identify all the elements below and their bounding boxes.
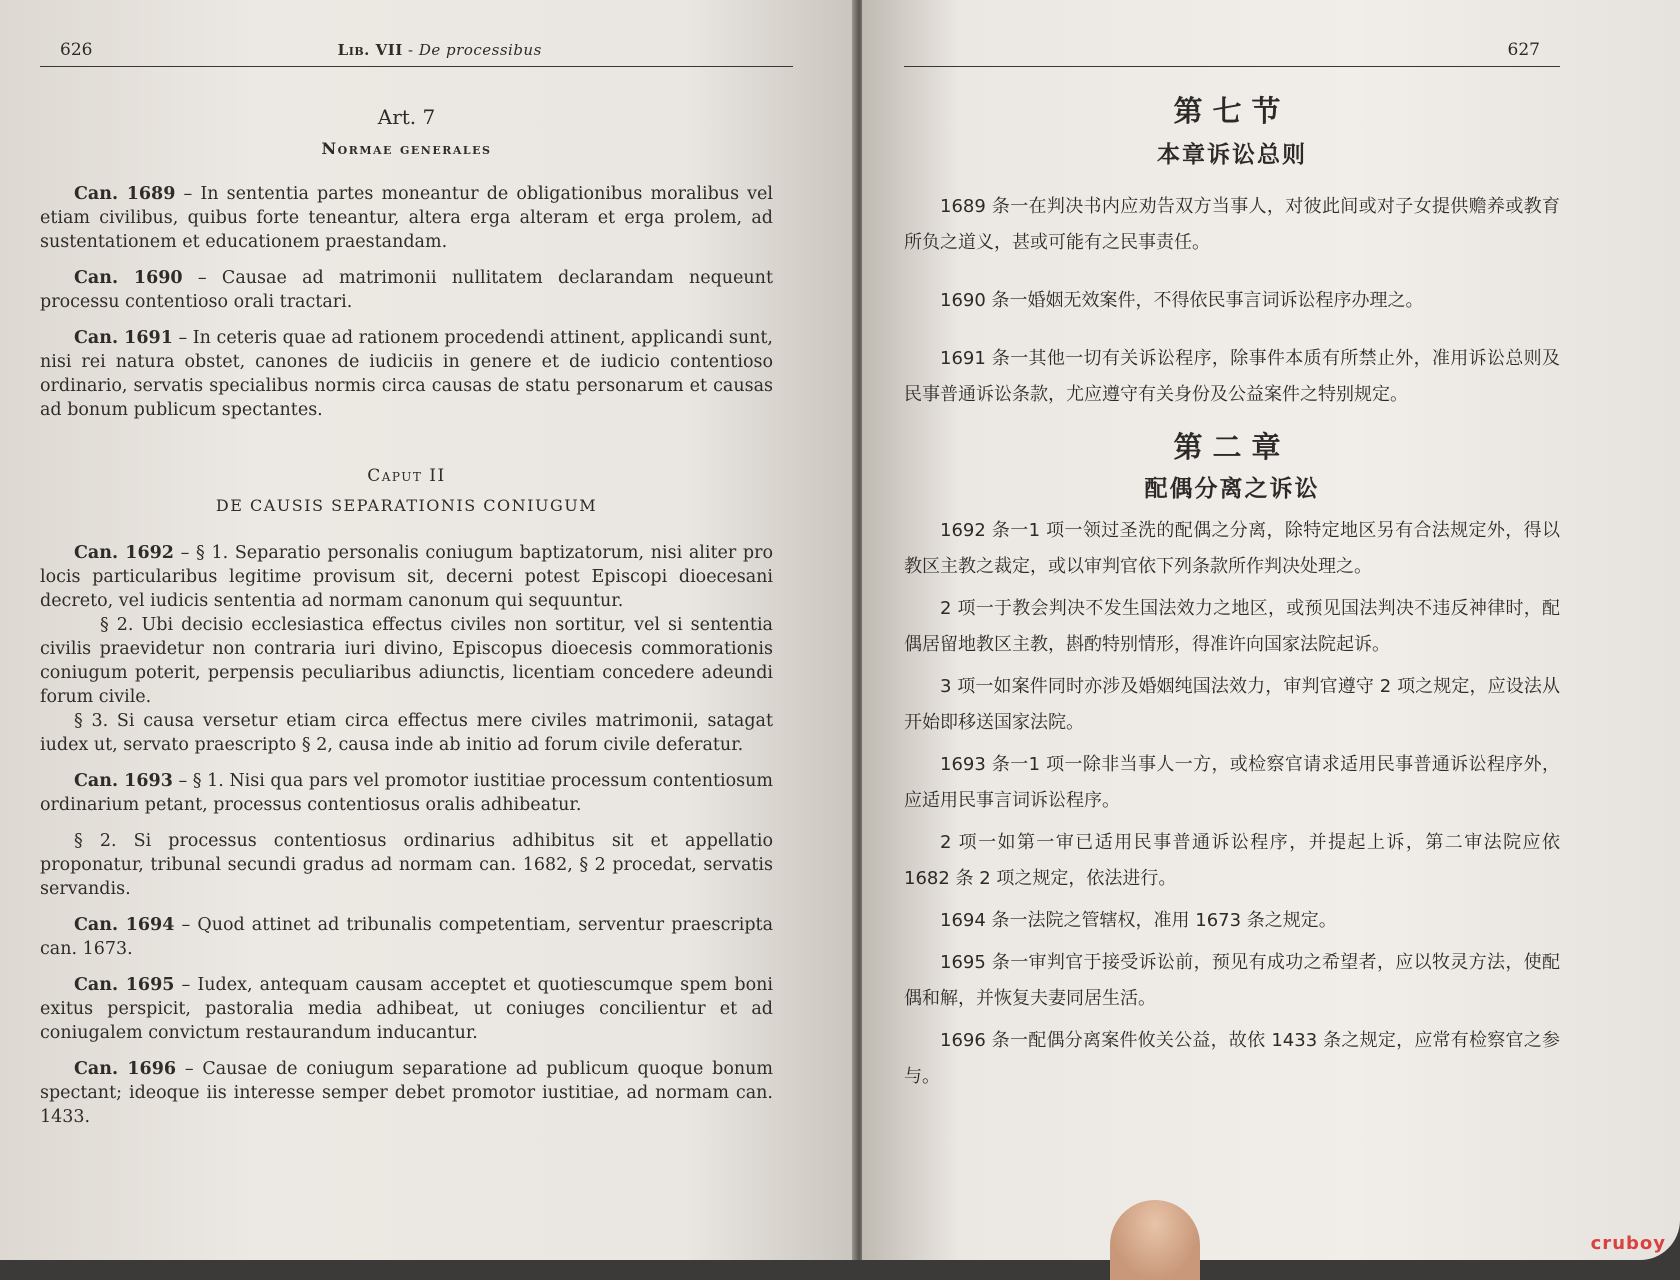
canon-text: – In ceteris quae ad rationem procedendi attinent, applicandi sunt, nisi rei natura obstet, canones de iudiciis in genere et de iudicio contentioso ordinario, servatis specialibus normis circa causas de statu personarum et causas ad bonum publicum spectantes. bbox=[40, 328, 773, 420]
cn-para-1692-2: 2 项一于教会判决不发生国法效力之地区，或预见国法判决不违反神律时，配偶居留地教区主教，斟酌特别情形，得准许向国家法院起诉。 bbox=[904, 598, 1560, 655]
chinese-paragraphs-b bbox=[904, 513, 1560, 1095]
canon-1692-p3: § 3. Si causa versetur etiam circa effectus mere civiles matrimonii, satagat iudex ut, servato praescripto § 2, causa inde ab initio ad forum civile deferatur. bbox=[40, 711, 773, 755]
art-subheading: Normae generales bbox=[321, 139, 492, 158]
canons-group-b bbox=[40, 541, 773, 1129]
left-running-head bbox=[338, 41, 542, 59]
cn-para-1695: 1695 条一审判官于接受诉讼前，预见有成功之希望者，应以牧灵方法，使配偶和解，并恢复夫妻同居生活。 bbox=[904, 952, 1560, 1009]
canon-text: – In sententia partes moneantur de obligationibus moralibus vel etiam civilibus, quibus forte teneantur, altera erga alteram et erga prolem, ad sustentationem et educationem praestandam. bbox=[40, 184, 773, 252]
chinese-paragraphs-a bbox=[904, 189, 1560, 413]
canon-label: Can. 1690 bbox=[74, 268, 183, 288]
canon-text: – § 1. Nisi qua pars vel promotor iustitiae processum contentiosum ordinarium petant, processus contentiosus oralis adhibeatur. bbox=[40, 771, 773, 815]
chapter-subtitle: 配偶分离之诉讼 bbox=[1144, 476, 1320, 502]
art-heading: Art. 7 bbox=[377, 105, 436, 129]
left-page-header bbox=[40, 40, 793, 67]
canon-text: – Iudex, antequam causam acceptet et quotiescumque spem boni exitus perspicit, pastoralia media adhibeat, ut coniuges concilientur et ad coniugalem convictum restaurandum inducantur. bbox=[40, 975, 773, 1043]
watermark: cruboy bbox=[1590, 1233, 1666, 1254]
canon-1692-p1 bbox=[40, 541, 773, 613]
cn-para-1693-1: 1693 条一1 项一除非当事人一方，或检察官请求适用民事普通诉讼程序外，应适用民事言词诉讼程序。 bbox=[904, 754, 1560, 811]
cn-para-1689: 1689 条一在判决书内应劝告双方当事人，对彼此间或对子女提供赡养或教育所负之道义，甚或可能有之民事责任。 bbox=[904, 196, 1560, 253]
canon-1693-p2: § 2. Si processus contentiosus ordinarius adhibitus sit et appellatio proponatur, tribunal secundi gradus ad normam can. 1682, § 2 procedat, servatis servandis. bbox=[40, 831, 773, 899]
canon-1693-p1 bbox=[40, 769, 773, 817]
canon-text: – Quod attinet ad tribunalis competentiam, serventur praescripta can. 1673. bbox=[40, 915, 773, 959]
right-page-header bbox=[904, 40, 1560, 67]
caput-subheading: DE CAUSIS SEPARATIONIS CONIUGUM bbox=[215, 496, 598, 515]
cn-para-1691: 1691 条一其他一切有关诉讼程序，除事件本质有所禁止外，准用诉讼总则及民事普通诉讼条款，尤应遵守有关身份及公益案件之特别规定。 bbox=[904, 348, 1560, 405]
cn-para-1692-1: 1692 条一1 项一领过圣洗的配偶之分离，除特定地区另有合法规定外，得以教区主教之裁定，或以审判官依下列条款所作判决处理之。 bbox=[904, 520, 1560, 577]
cn-para-1693-2: 2 项一如第一审已适用民事普通诉讼程序，并提起上诉，第二审法院应依 1682 条 2 项之规定，依法进行。 bbox=[904, 832, 1560, 889]
canon-1689 bbox=[40, 182, 773, 254]
canon-1696 bbox=[40, 1057, 773, 1129]
canon-label: Can. 1692 bbox=[74, 543, 174, 563]
section-subtitle: 本章诉讼总则 bbox=[1157, 142, 1307, 168]
canon-label: Can. 1689 bbox=[74, 184, 176, 204]
canon-label: Can. 1696 bbox=[74, 1059, 177, 1079]
chapter-title: 第二章 bbox=[1173, 430, 1291, 464]
cn-para-1694: 1694 条一法院之管辖权，准用 1673 条之规定。 bbox=[940, 910, 1337, 931]
canon-1692-p2: § 2. Ubi decisio ecclesiastica effectus civiles non sortitur, vel si sententia civilis praevidetur non contraria iuri divino, Episcopus dioecesis commorationis coniugum poterit, perpensis peculiaribus adiunctis, licentiam concedere adeundi forum civile. bbox=[40, 615, 773, 707]
canon-1691 bbox=[40, 326, 773, 422]
canon-text: – Causae de coniugum separatione ad publicum quoque bonum spectant; ideoque iis interesse semper debet promotor iustitiae, ad normam can. 1433. bbox=[40, 1059, 773, 1127]
cn-para-1690: 1690 条一婚姻无效案件，不得依民事言词诉讼程序办理之。 bbox=[940, 290, 1424, 311]
canon-label: Can. 1693 bbox=[74, 771, 173, 791]
caput-heading: Caput II bbox=[367, 466, 446, 486]
canon-label: Can. 1694 bbox=[74, 915, 175, 935]
left-page-number: 626 bbox=[60, 40, 93, 60]
canon-text: – Causae ad matrimonii nullitatem declarandam nequeunt processu contentioso orali tractari. bbox=[40, 268, 773, 312]
running-head-lib: Lib. VII bbox=[337, 41, 403, 59]
canon-label: Can. 1691 bbox=[74, 328, 173, 348]
section-title: 第七节 bbox=[1173, 94, 1291, 128]
right-page bbox=[862, 0, 1680, 1260]
canon-label: Can. 1695 bbox=[74, 975, 175, 995]
thumb bbox=[1110, 1200, 1200, 1280]
canon-text: – § 1. Separatio personalis coniugum baptizatorum, nisi aliter pro locis particularibus legitime provisum sit, decerni potest Episcopi dioecesani decreto, vel iudicis sententia ad normam canonum qui sequuntur. bbox=[40, 543, 773, 611]
canon-1690 bbox=[40, 266, 773, 314]
canon-1694 bbox=[40, 913, 773, 961]
cn-para-1696: 1696 条一配偶分离案件攸关公益，故依 1433 条之规定，应常有检察官之参与。 bbox=[904, 1030, 1560, 1087]
running-head-separator: - bbox=[402, 41, 419, 59]
running-head-title: De processibus bbox=[418, 41, 542, 59]
right-page-number: 627 bbox=[1507, 40, 1540, 60]
canon-1695 bbox=[40, 973, 773, 1045]
cn-para-1692-3: 3 项一如案件同时亦涉及婚姻纯国法效力，审判官遵守 2 项之规定，应设法从开始即移送国家法院。 bbox=[904, 676, 1560, 733]
canons-group-a bbox=[40, 182, 773, 422]
